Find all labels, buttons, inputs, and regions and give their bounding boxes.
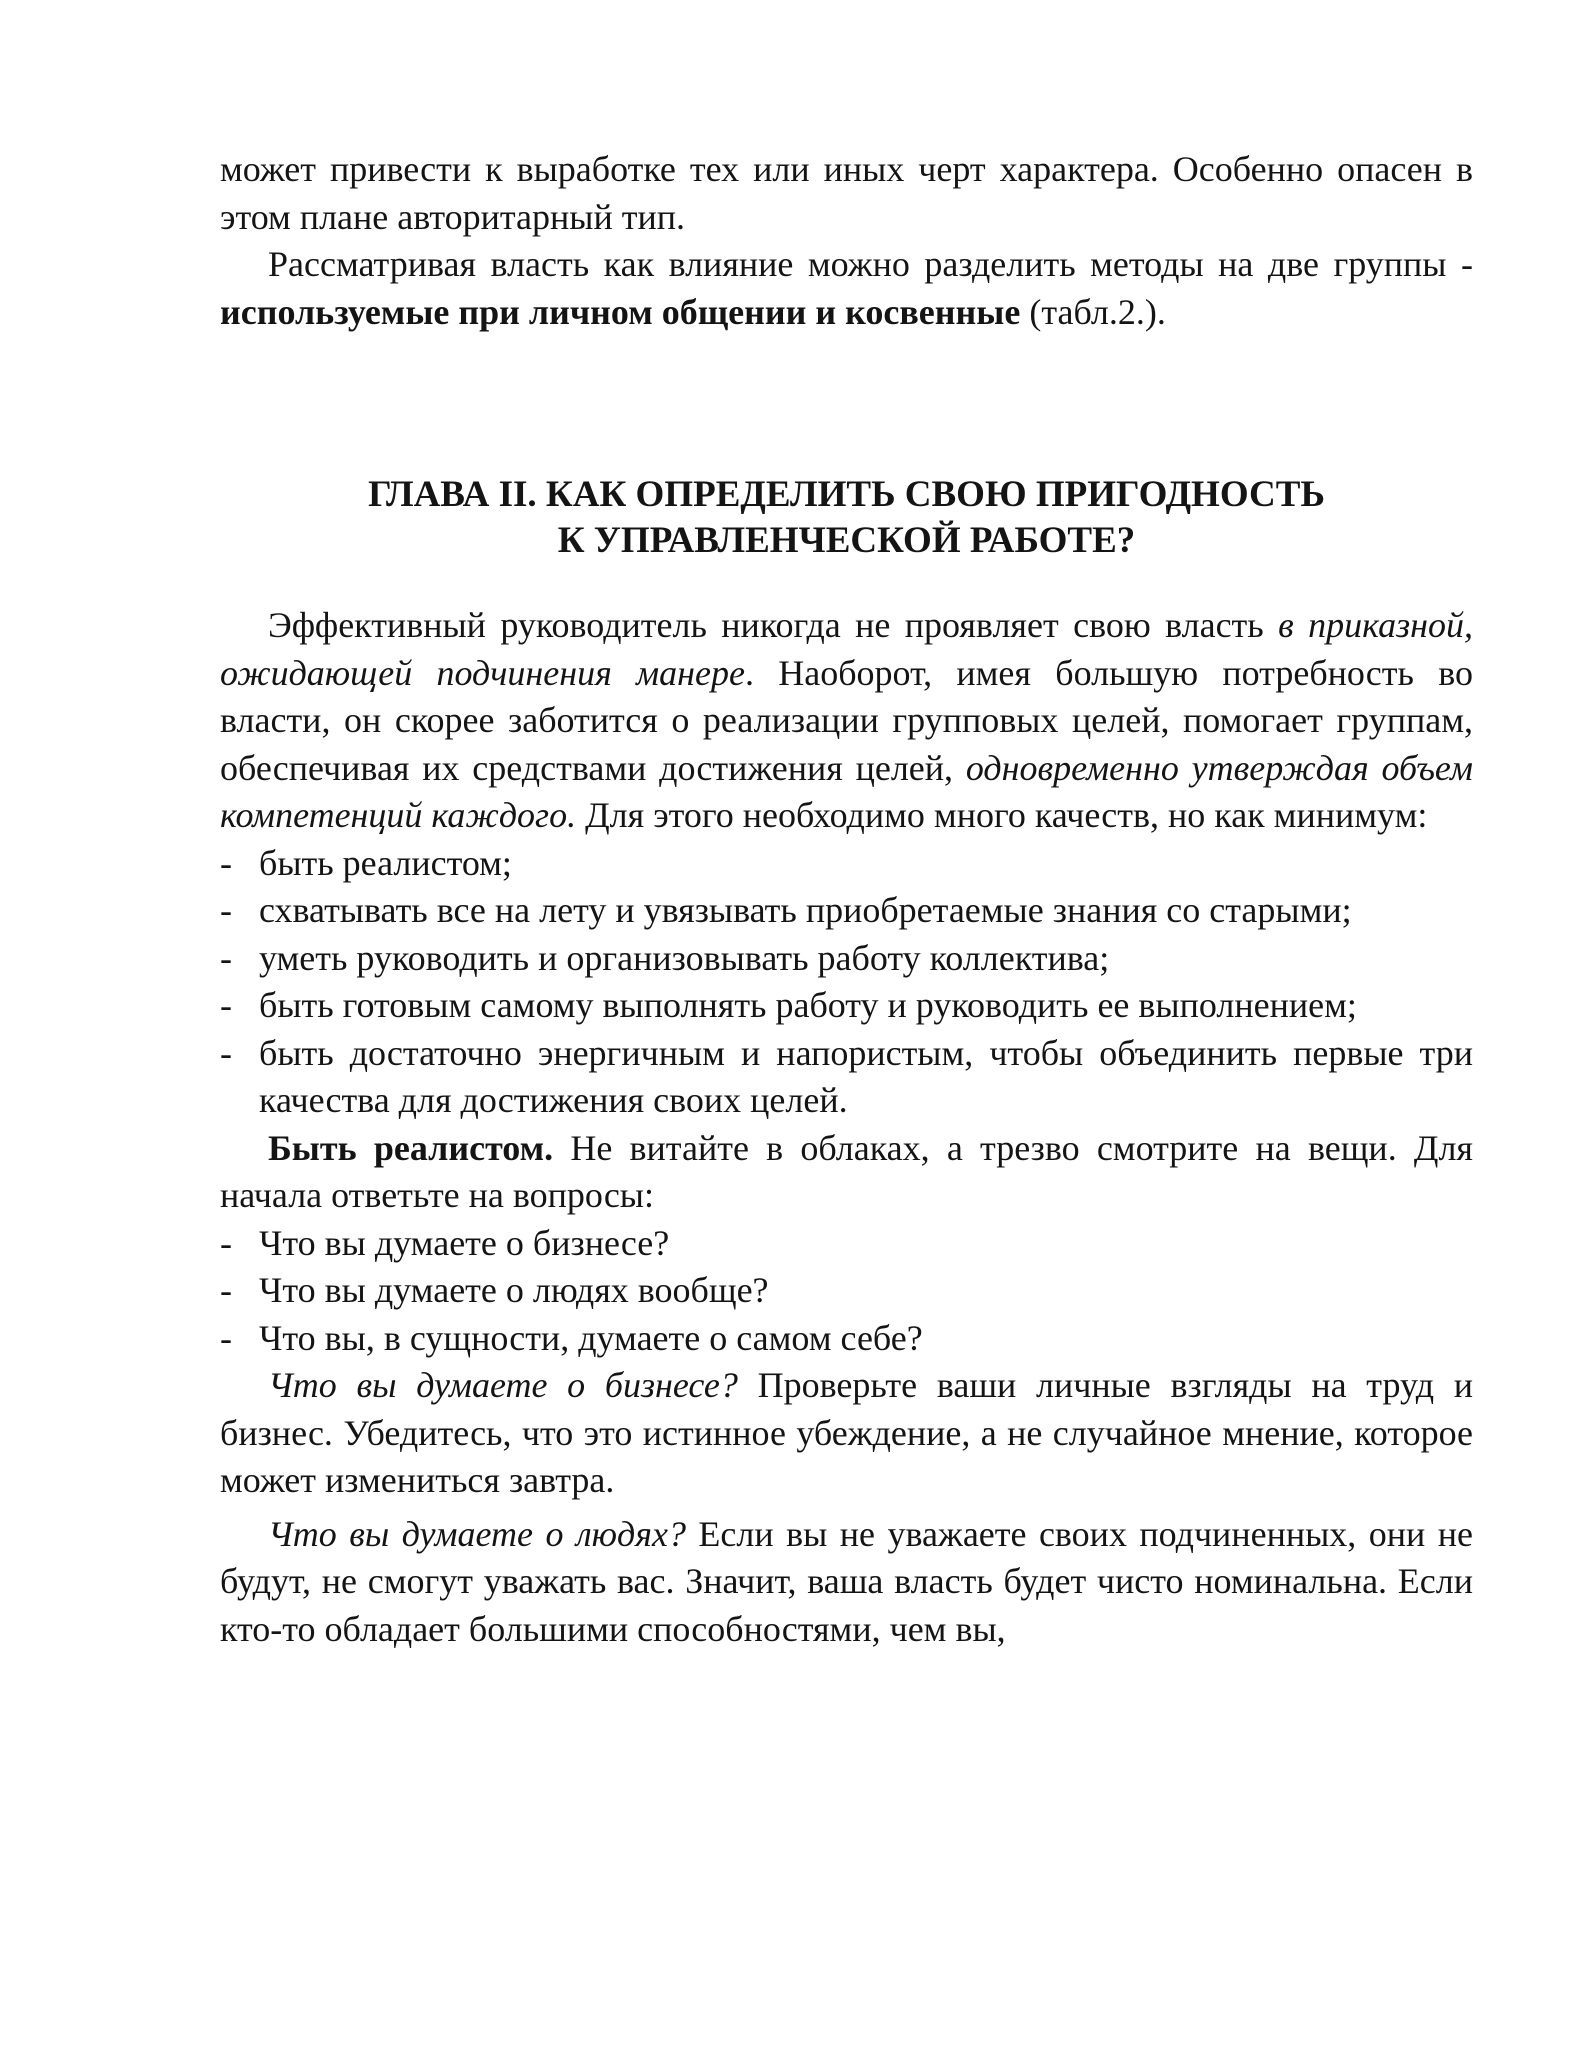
paragraph-power-methods: Рассматривая власть как влияние можно разделить методы на две группы - используемые при личном общении и косвенные (табл.2.). [220, 244, 1473, 332]
list-item: - быть готовым самому выполнять работу и руководить ее выполнением; [220, 982, 1473, 1030]
dash-marker: - [220, 842, 232, 883]
dash-marker: - [220, 890, 232, 930]
dash-marker: - [220, 937, 232, 978]
paragraph-about-people: Что вы думаете о людях? Если вы не уважаете своих подчиненных, они не будут, не смогут уважать вас. Значит, ваша власть будет чисто номинальна. Если кто-то обладает большими способностями, чем вы, [220, 1513, 1473, 1649]
dash-marker: - [220, 1317, 232, 1358]
list-item: - схватывать все на лету и увязывать приобретаемые знания со старыми; [220, 887, 1473, 935]
chapter-heading-line-2: К УПРАВЛЕНЧЕСКОЙ РАБОТЕ? [557, 520, 1136, 561]
list-item: - уметь руководить и организовывать работу коллектива; [220, 935, 1473, 983]
italic-command-manner: в приказной, ожидающей подчинения манере [220, 605, 1473, 693]
dash-marker: - [220, 1032, 232, 1073]
paragraph-intro-continuation: может привести к выработке тех или иных черт характера. Особенно опасен в этом плане авторитарный тип. [220, 149, 1473, 237]
questions-list [220, 1220, 1473, 1363]
dash-marker: - [220, 985, 232, 1025]
list-item: - Что вы, в сущности, думаете о самом себе? [220, 1315, 1473, 1363]
paragraph-about-business: Что вы думаете о бизнесе? Проверьте ваши личные взгляды на труд и бизнес. Убедитесь, что это истинное убеждение, а не случайное мнение, которое может измениться завтра. [220, 1365, 1474, 1500]
bold-be-realist: Быть реалистом. [268, 1127, 554, 1168]
dash-marker: - [220, 1270, 232, 1310]
bold-method-groups: используемые при личном общении и косвенные [220, 291, 1021, 332]
list-item: - Что вы думаете о людях вообще? [220, 1267, 1473, 1315]
document-page [220, 146, 1473, 1653]
italic-question-people: Что вы думаете о людях? [268, 1513, 686, 1554]
list-item: - быть реалистом; [220, 840, 1473, 888]
chapter-heading-line-1: ГЛАВА II. КАК ОПРЕДЕЛИТЬ СВОЮ ПРИГОДНОСТЬ [368, 474, 1325, 515]
dash-marker: - [220, 1222, 232, 1263]
italic-question-business: Что вы думаете о бизнесе? [268, 1365, 738, 1405]
qualities-list [220, 840, 1473, 1125]
chapter-heading [220, 472, 1473, 564]
list-item: - быть достаточно энергичным и напористым, чтобы объединить первые три качества для достижения своих целей. [220, 1030, 1473, 1125]
list-item: - Что вы думаете о бизнесе? [220, 1220, 1473, 1268]
paragraph-be-realist: Быть реалистом. Не витайте в облаках, а трезво смотрите на вещи. Для начала ответьте на вопросы: [220, 1127, 1473, 1215]
italic-competence: одновременно утверждая объем компетенций каждого. [220, 747, 1473, 835]
paragraph-effective-leader: Эффективный руководитель никогда не проявляет свою власть в приказной, ожидающей подчинения манере. Наоборот, имея большую потребность во власти, он скорее заботится о реализации групповых целей, помогает группам, обеспечивая их средствами достижения целей, одновременно утверждая объем компетенций каждого. Для этого необходимо много качеств, но как минимум: [220, 605, 1473, 835]
